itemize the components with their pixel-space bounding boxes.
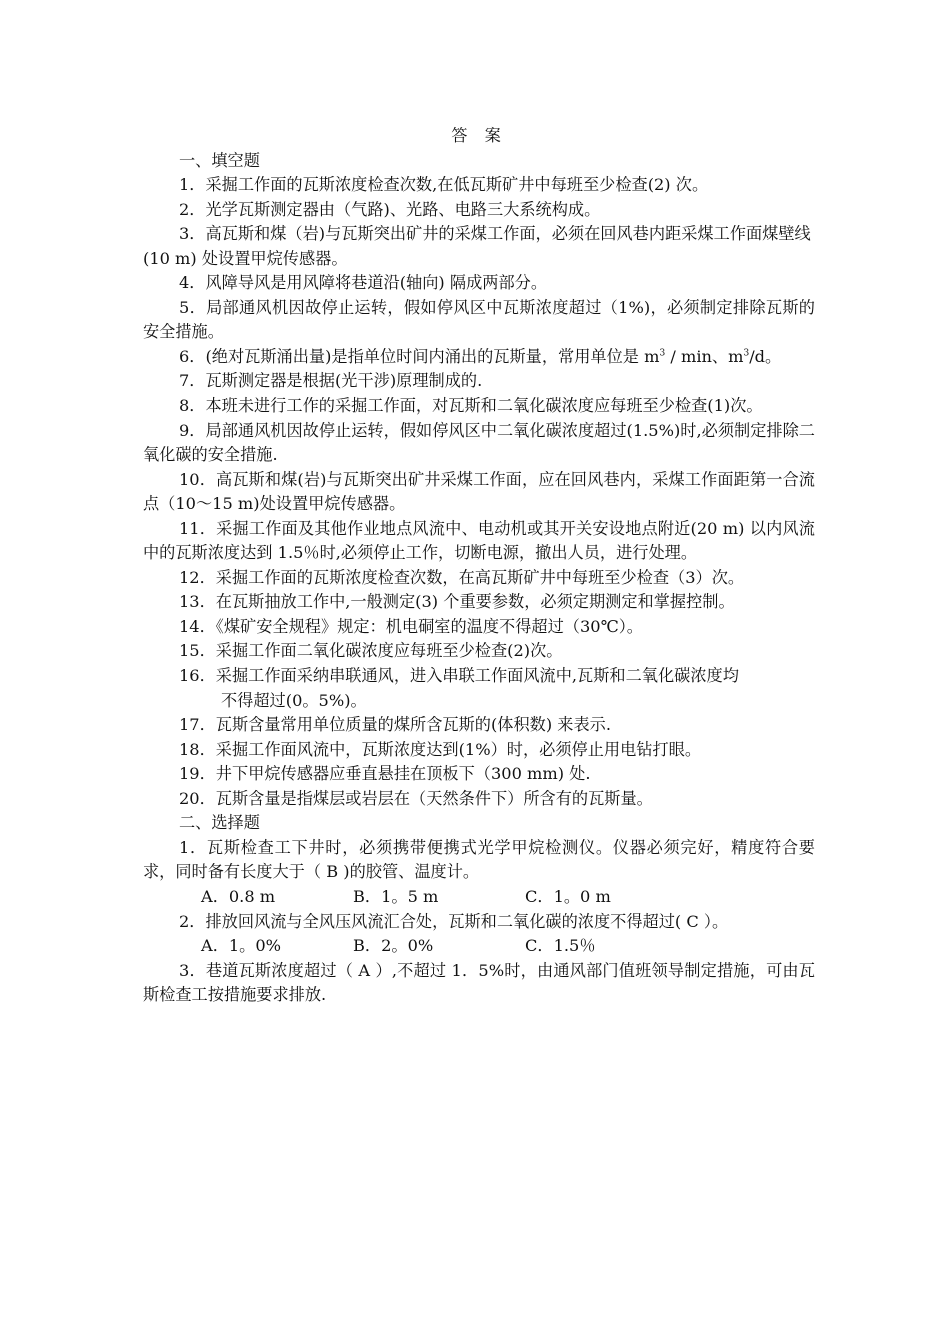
section-heading-fill-in: 一、填空题: [179, 150, 260, 170]
choice-question-3: 3．巷道瓦斯浓度超过（ A ）,不超过 1．5%时，由通风部门值班领导制定措施，可由瓦斯检查工按措施要求排放.: [143, 960, 815, 1005]
question-13: 13．在瓦斯抽放工作中,一般测定(3) 个重要参数，必须定期测定和掌握控制。: [179, 592, 735, 612]
question-11: 11．采掘工作面及其他作业地点风流中、电动机或其开关安设地点附近(20 m) 以内风流中的瓦斯浓度达到 1.5％时,必须停止工作，切断电源，撤出人员，进行处理。: [143, 518, 815, 563]
question-7: 7．瓦斯测定器是根据(光干涉)原理制成的.: [179, 371, 483, 391]
question-15: 15．采掘工作面二氧化碳浓度应每班至少检查(2)次。: [179, 641, 563, 661]
question-2: 2．光学瓦斯测定器由（气路)、光路、电路三大系统构成。: [179, 199, 601, 219]
question-5: 5．局部通风机因故停止运转，假如停风区中瓦斯浓度超过（1%)，必须制定排除瓦斯的安全措施。: [143, 297, 815, 342]
choice-option: A．0.8 m: [201, 886, 276, 906]
page-title: 答 案: [451, 126, 507, 145]
question-3: 3．高瓦斯和煤（岩)与瓦斯突出矿井的采煤工作面，必须在回风巷内距采煤工作面煤壁线: [179, 224, 811, 244]
choice-2-options: [143, 934, 815, 959]
question-16-continued: 不得超过(0。5%)。: [221, 690, 367, 710]
choice-question-1: 1．瓦斯检查工下井时，必须携带便携式光学甲烷检测仪。仪器必须完好，精度符合要求，同时备有长度大于（ B )的胶管、温度计。: [143, 837, 815, 882]
section-heading-choice: 二、选择题: [179, 813, 260, 833]
question-3-continued: (10 m) 处设置甲烷传感器。: [143, 248, 348, 268]
question-14: 14．《煤矿安全规程》规定：机电硐室的温度不得超过（30℃）。: [179, 616, 643, 636]
choice-1-options: [143, 885, 815, 910]
question-9: 9．局部通风机因故停止运转，假如停风区中二氧化碳浓度超过(1.5%)时,必须制定排除二氧化碳的安全措施.: [143, 420, 815, 465]
question-19: 19．井下甲烷传感器应垂直悬挂在顶板下（300 mm) 处.: [179, 764, 591, 784]
choice-option: C．1。0 m: [525, 886, 611, 906]
question-8: 8．本班未进行工作的采掘工作面，对瓦斯和二氧化碳浓度应每班至少检查(1)次。: [179, 396, 763, 416]
choice-option: B．1。5 m: [353, 886, 439, 906]
question-4: 4．风障导风是用风障将巷道沿(轴向) 隔成两部分。: [179, 273, 548, 293]
question-18: 18．采掘工作面风流中，瓦斯浓度达到(1%）时，必须停止用电钻打眼。: [179, 739, 702, 759]
question-16: 16．采掘工作面采纳串联通风，进入串联工作面风流中,瓦斯和二氧化碳浓度均: [179, 666, 739, 686]
question-6: 6．(绝对瓦斯涌出量)是指单位时间内涌出的瓦斯量，常用单位是 $m^3$ / min、$m^3/d$。: [179, 346, 782, 366]
question-10: 10．高瓦斯和煤(岩)与瓦斯突出矿井采煤工作面，应在回风巷内，采煤工作面距第一合流点（10～15 m)处设置甲烷传感器。: [143, 469, 815, 514]
question-20: 20．瓦斯含量是指煤层或岩层在（天然条件下）所含有的瓦斯量。: [179, 788, 653, 808]
choice-option: C．1.5％: [525, 936, 596, 956]
choice-option: B．2。0%: [353, 936, 434, 956]
choice-question-2: 2．排放回风流与全风压风流汇合处，瓦斯和二氧化碳的浓度不得超过( C ）。: [179, 911, 729, 931]
document-body: [143, 124, 815, 1008]
question-1: 1．采掘工作面的瓦斯浓度检查次数,在低瓦斯矿井中每班至少检查(2) 次。: [179, 175, 709, 195]
question-12: 12．采掘工作面的瓦斯浓度检查次数，在高瓦斯矿井中每班至少检查（3）次。: [179, 567, 745, 587]
question-17: 17．瓦斯含量常用单位质量的煤所含瓦斯的(体积数) 来表示.: [179, 715, 612, 735]
choice-option: A．1。0%: [201, 936, 282, 956]
